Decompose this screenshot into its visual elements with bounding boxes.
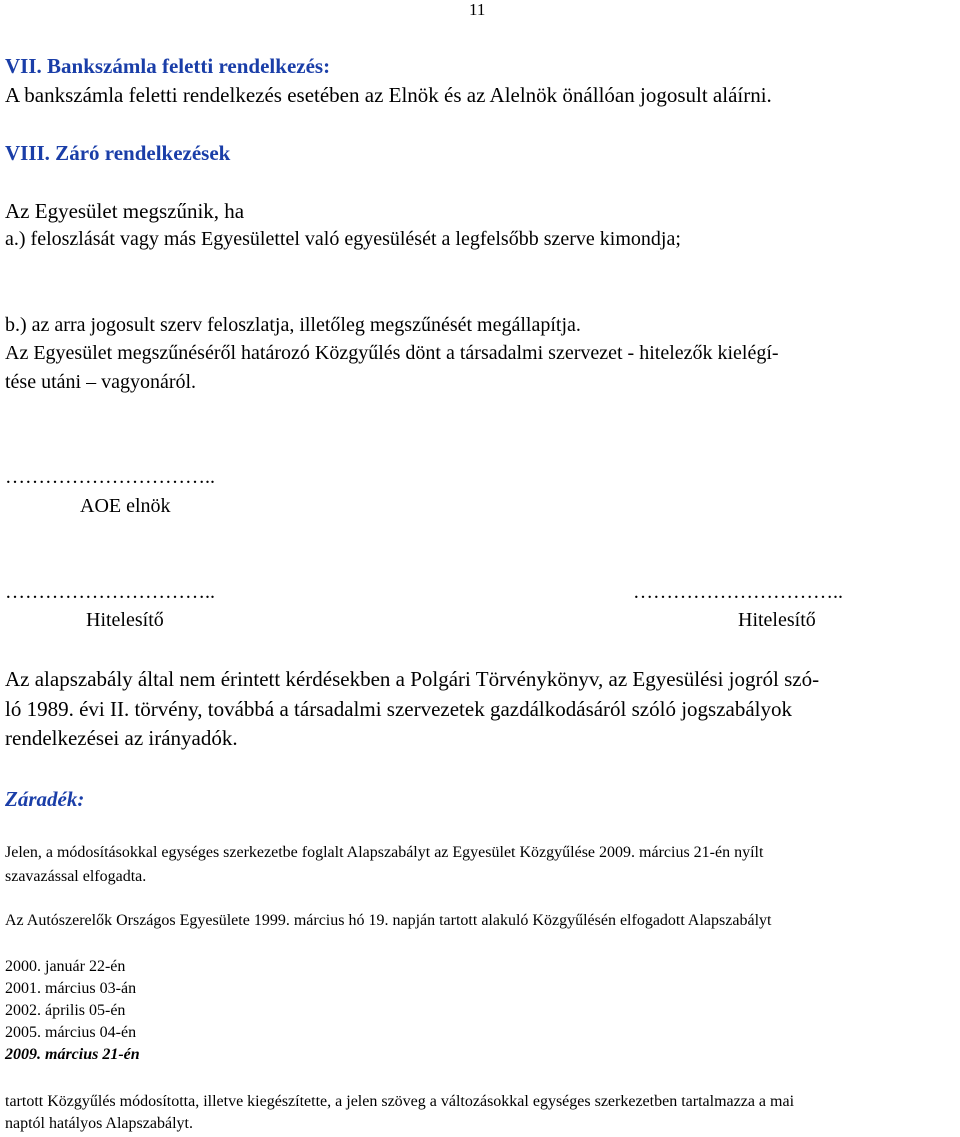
section8-heading: VIII. Záró rendelkezések xyxy=(5,141,231,165)
clause-paragraph3-line2: naptól hatályos Alapszabályt. xyxy=(5,1115,193,1132)
clause-paragraph3-line1: tartott Közgyűlés módosította, illetve kiegészítette, a jelen szöveg a változásokkal egységes szerkezetben tartalmazza a mai xyxy=(5,1093,795,1110)
section8-paragraph-line2: tése utáni – vagyonáról. xyxy=(5,371,197,393)
legal-reference-line3: rendelkezései az irányadók. xyxy=(5,726,238,750)
president-signature-line: ………………………….. xyxy=(5,466,215,488)
witness2-signature-line: ………………………….. xyxy=(633,581,843,603)
amendment-date: 2002. április 05-én xyxy=(5,1002,126,1019)
legal-reference-line2: ló 1989. évi II. törvény, továbbá a társadalmi szervezetek gazdálkodásáról szóló jogszabályok xyxy=(5,697,793,721)
section7-text: A bankszámla feletti rendelkezés esetében az Elnök és az Alelnök önállóan jogosult aláírni. xyxy=(5,83,772,107)
amendment-date-latest: 2009. március 21-én xyxy=(5,1046,140,1063)
section7-heading: VII. Bankszámla feletti rendelkezés: xyxy=(5,54,331,78)
legal-reference-line1: Az alapszabály által nem érintett kérdésekben a Polgári Törvénykönyv, az Egyesülési jogról szó- xyxy=(5,667,820,691)
president-label: AOE elnök xyxy=(80,495,171,517)
section8-paragraph-line1: Az Egyesület megszűnéséről határozó Közgyűlés dönt a társadalmi szervezet - hitelezők kielégí- xyxy=(5,342,779,364)
amendment-date: 2000. január 22-én xyxy=(5,958,126,975)
section8-item-b: b.) az arra jogosult szerv feloszlatja, illetőleg megszűnését megállapítja. xyxy=(5,314,581,336)
clause-heading: Záradék: xyxy=(5,787,85,811)
witness1-signature-line: ………………………….. xyxy=(5,581,215,603)
witness2-label: Hitelesítő xyxy=(738,609,816,631)
clause-paragraph1-line2: szavazással elfogadta. xyxy=(5,868,147,885)
section8-intro: Az Egyesület megszűnik, ha xyxy=(5,199,245,223)
amendment-date: 2005. március 04-én xyxy=(5,1024,137,1041)
clause-paragraph1-line1: Jelen, a módosításokkal egységes szerkezetbe foglalt Alapszabályt az Egyesület Közgyűlése 2009. március 21-én nyílt xyxy=(5,844,764,861)
witness1-label: Hitelesítő xyxy=(86,609,164,631)
section8-item-a: a.) feloszlását vagy más Egyesülettel való egyesülését a legfelsőbb szerve kimondja; xyxy=(5,228,681,250)
clause-paragraph2: Az Autószerelők Országos Egyesülete 1999. március hó 19. napján tartott alakuló Közgyűlésén elfogadott Alapszabályt xyxy=(5,912,772,929)
page-number: 11 xyxy=(469,0,486,19)
amendment-date: 2001. március 03-án xyxy=(5,980,137,997)
